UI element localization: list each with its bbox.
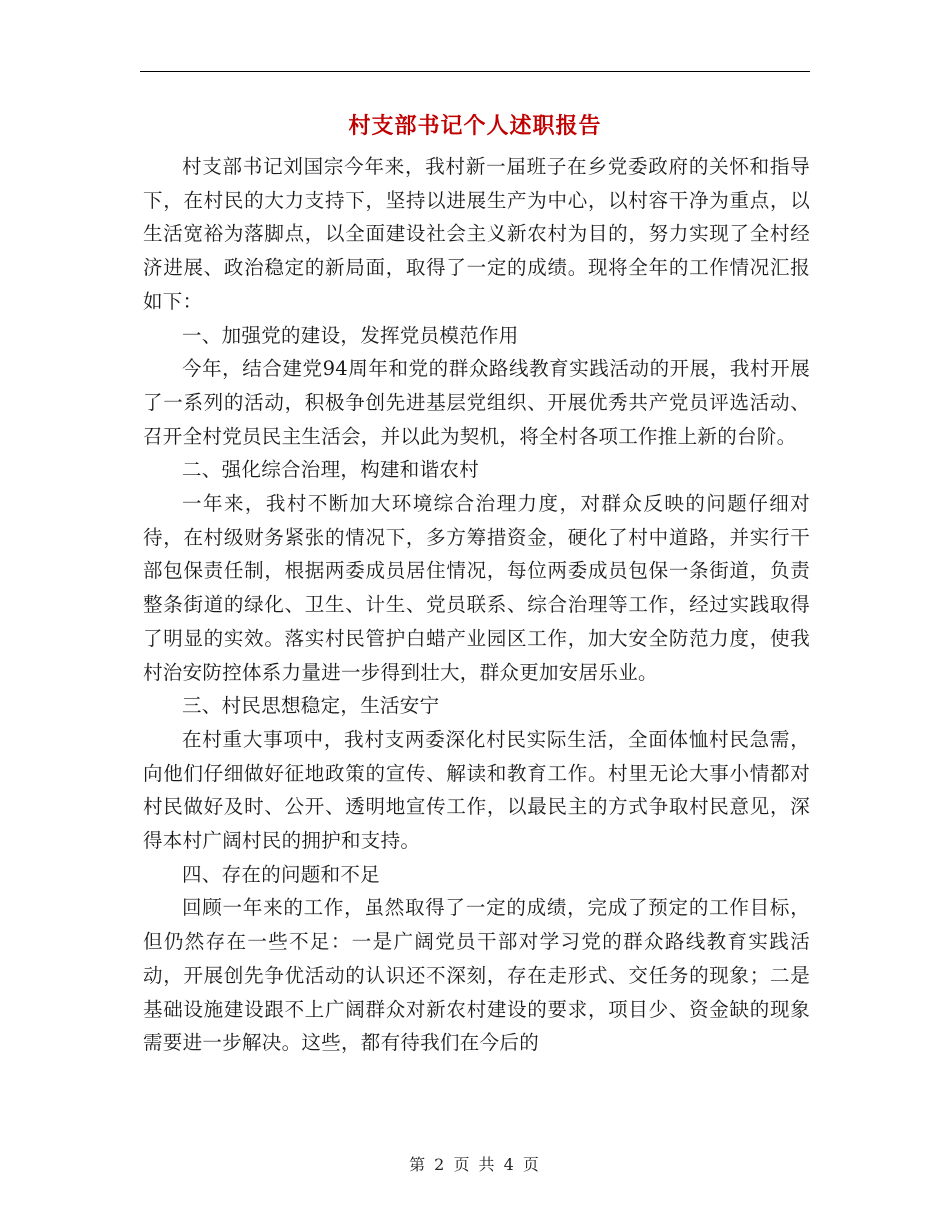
paragraph-intro: 村支部书记刘国宗今年来，我村新一届班子在乡党委政府的关怀和指导下，在村民的大力支持下，坚持以进展生产为中心，以村容干净为重点，以生活宽裕为落脚点，以全面建设社会主义新农村为目的，努力实现了全村经济进展、政治稳定的新局面，取得了一定的成绩。现将全年的工作情况汇报如下： (143, 155, 810, 313)
paragraph-section-2: 一年来，我村不断加大环境综合治理力度，对群众反映的问题仔细对待，在村级财务紧张的情况下，多方筹措资金，硬化了村中道路，并实行干部包保责任制，根据两委成员居住情况，每位两委成员包保一条街道，负责整条街道的绿化、卫生、计生、党员联系、综合治理等工作，经过实践取得了明显的实效。落实村民管护白蜡产业园区工作，加大安全防范力度，使我村治安防控体系力量进一步得到壮大，群众更加安居乐业。 (143, 492, 810, 684)
document-title: 村支部书记个人述职报告 (348, 113, 602, 139)
paragraph-section-3: 在村重大事项中，我村支两委深化村民实际生活，全面体恤村民急需，向他们仔细做好征地政策的宣传、解读和教育工作。村里无论大事小情都对村民做好及时、公开、透明地宣传工作，以最民主的方式争取村民意见，深得本村广阔村民的拥护和支持。 (143, 727, 810, 853)
paragraph-section-4: 回顾一年来的工作，虽然取得了一定的成绩，完成了预定的工作目标，但仍然存在一些不足：一是广阔党员干部对学习党的群众路线教育实践活动，开展创先争优活动的认识还不深刻，存在走形式、交任务的现象；二是基础设施建设跟不上广阔群众对新农村建设的要求，项目少、资金缺的现象需要进一步解决。这些，都有待我们在今后的 (143, 896, 810, 1055)
section-heading-1: 一、加强党的建设，发挥党员模范作用 (182, 323, 519, 347)
section-heading-3: 三、村民思想稳定，生活安宁 (182, 694, 440, 718)
header-rule (140, 71, 810, 72)
section-heading-2: 二、强化综合治理，构建和谐农村 (182, 458, 480, 482)
page-number-footer: 第 2 页 共 4 页 (409, 1155, 541, 1174)
paragraph-section-1: 今年，结合建党94周年和党的群众路线教育实践活动的开展，我村开展了一系列的活动，积极争创先进基层党组织、开展优秀共产党员评选活动、召开全村党员民主生活会，并以此为契机，将全村各项工作推上新的台阶。 (143, 357, 810, 448)
section-heading-4: 四、存在的问题和不足 (182, 862, 381, 886)
document-body (143, 150, 810, 1060)
